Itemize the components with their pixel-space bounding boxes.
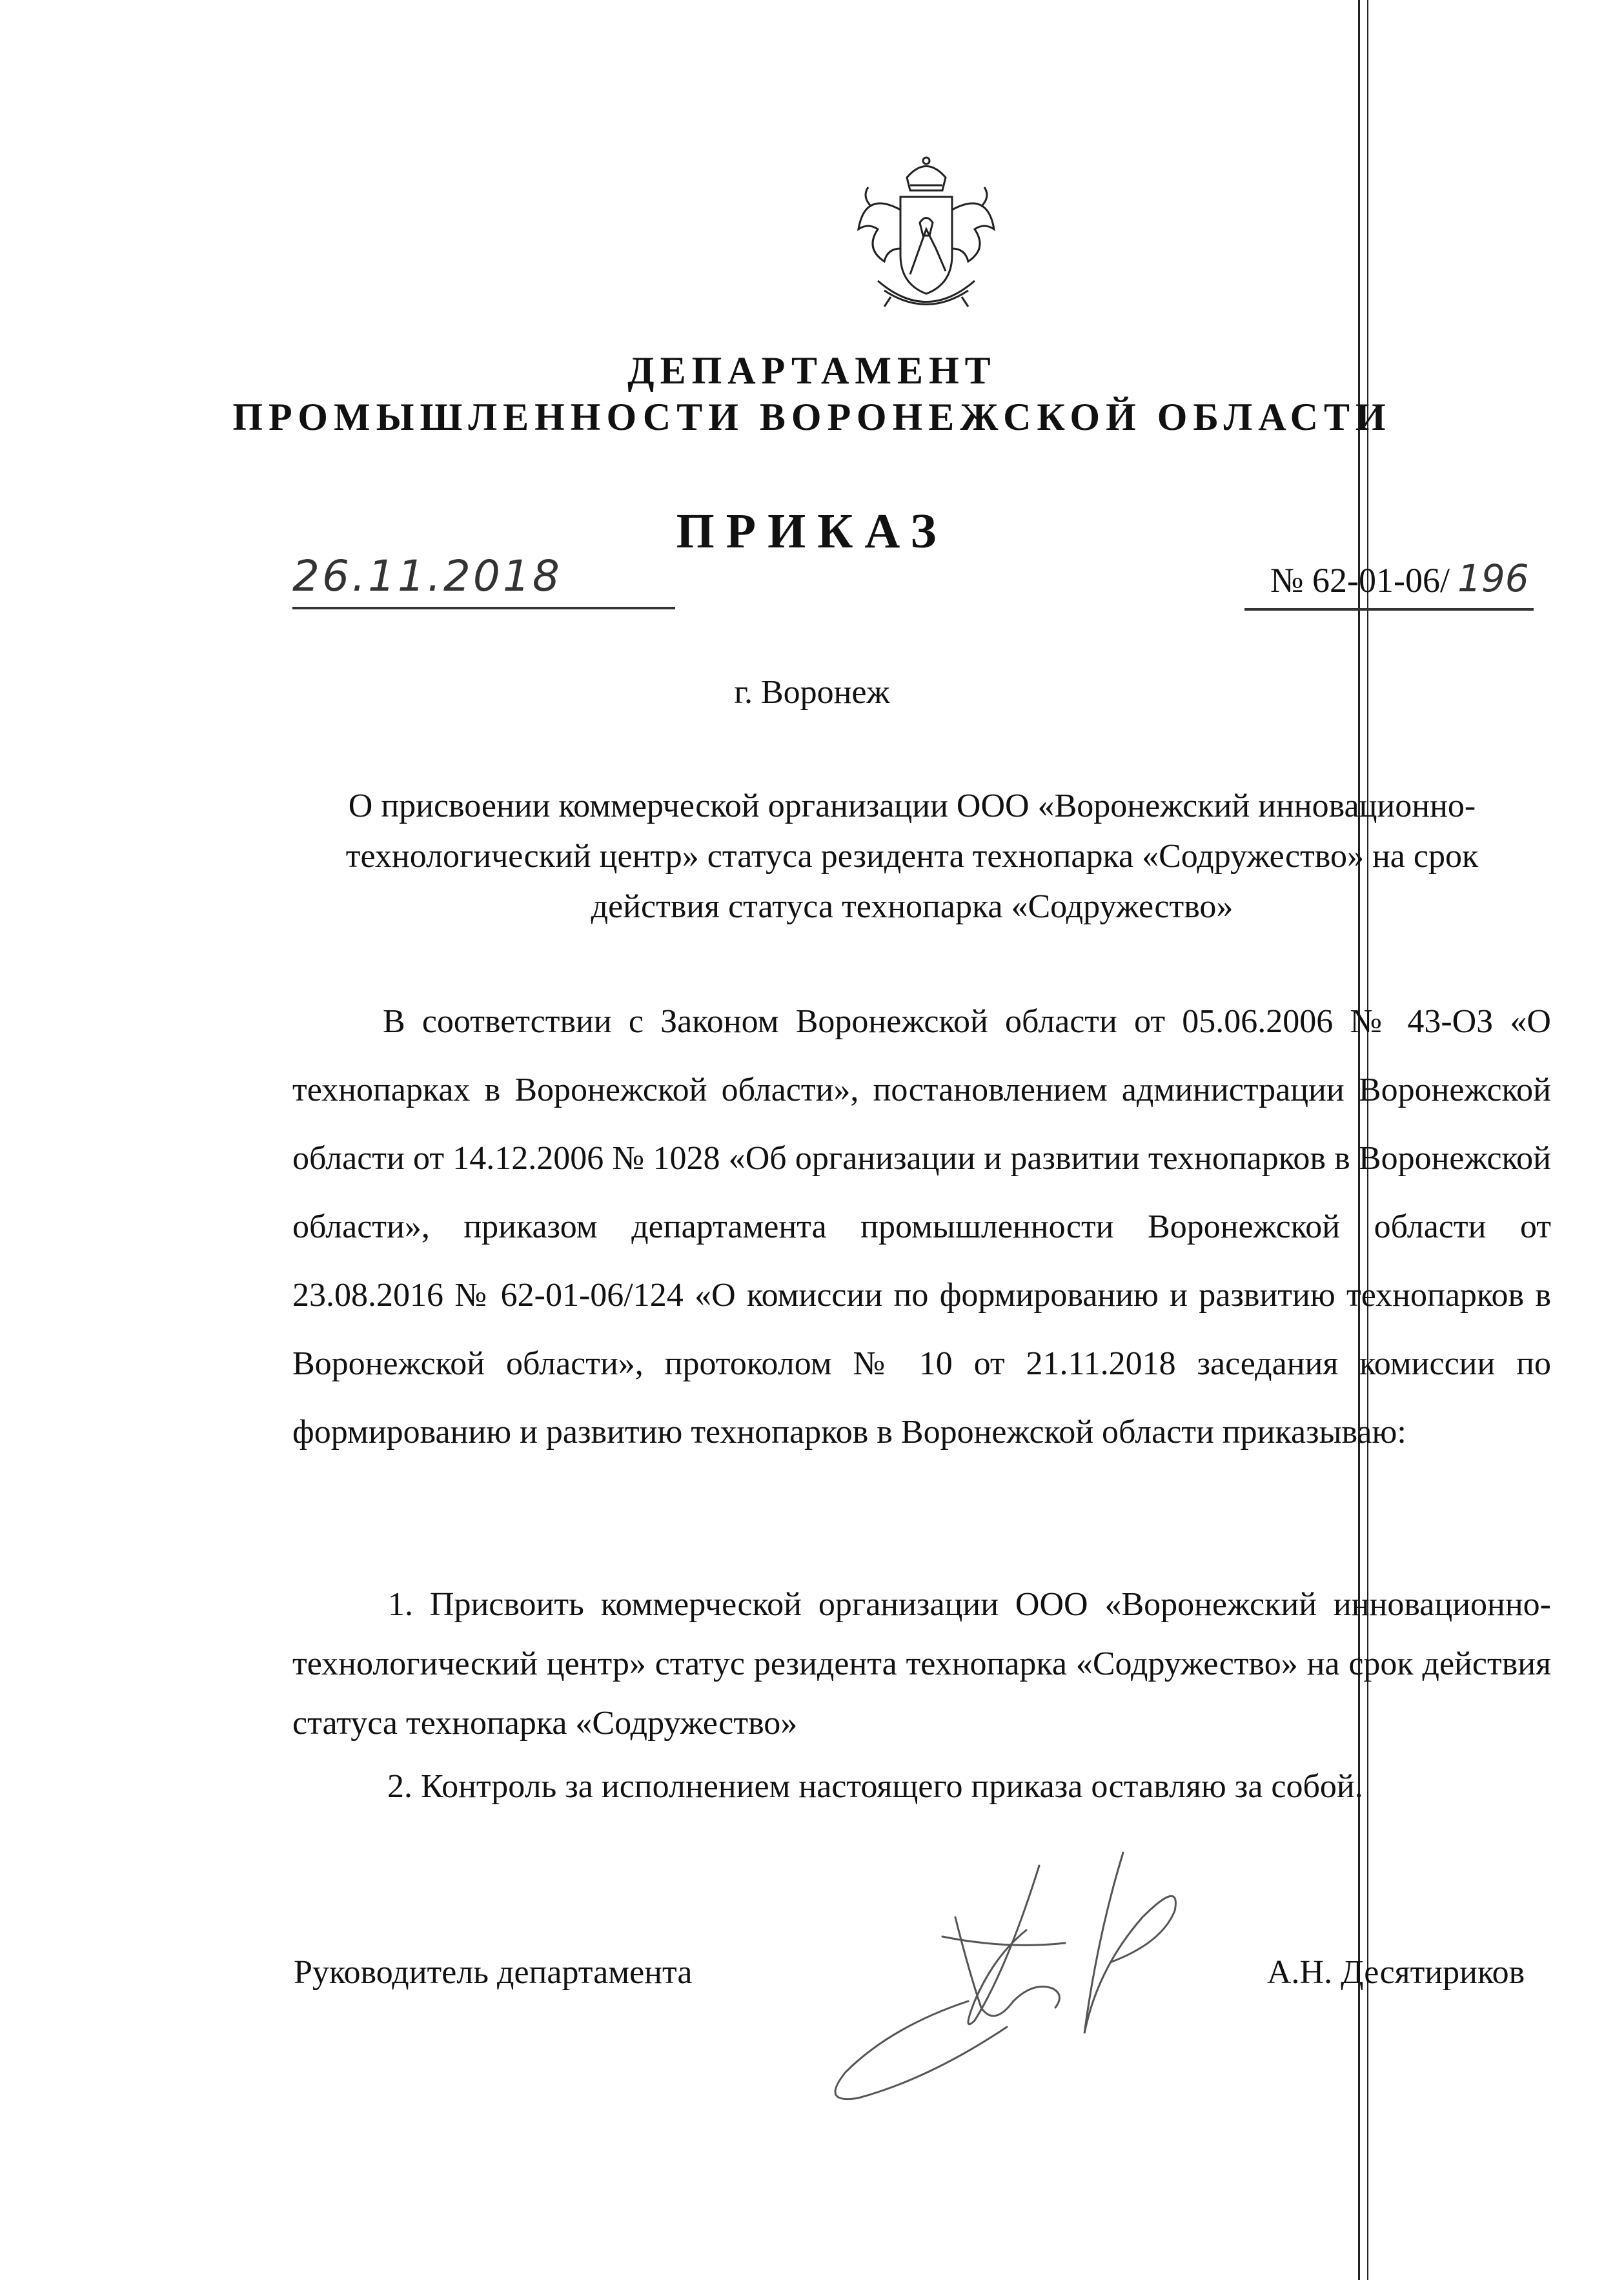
date-field	[292, 549, 675, 609]
org-name-line2: ПРОМЫШЛЕННОСТИ ВОРОНЕЖСКОЙ ОБЛАСТИ	[232, 396, 1392, 438]
document-title: ПРИКАЗ	[676, 504, 948, 558]
handwritten-number: 196	[1457, 556, 1529, 600]
city: г. Воронеж	[734, 674, 890, 711]
handwritten-signature-icon	[762, 1840, 1265, 2137]
document-number-field	[1244, 556, 1534, 611]
coat-of-arms-icon	[839, 152, 1013, 326]
document-number-prefix: № 62-01-06/	[1270, 561, 1450, 600]
order-item-1: 1. Присвоить коммерческой организации ООО «Воронежский инновационно-технологический центр» статус резидента технопарка «Содружество» на срок действия статуса технопарка «Содружество»	[292, 1586, 1551, 1742]
document-subject: О присвоении коммерческой организации ООО «Воронежский инновационно-технологический центр» статуса резидента технопарка «Содружество» на срок действия статуса технопарка «Содружество»	[345, 788, 1479, 925]
signatory-role: Руководитель департамента	[294, 1954, 693, 1991]
handwritten-date: 26.11.2018	[292, 551, 562, 601]
preamble-paragraph: В соответствии с Законом Воронежской области от 05.06.2006 № 43-ОЗ «О технопарках в Воронежской области», постановлением администрации Воронежской области от 14.12.2006 № 1028 «Об организации и развитии технопарков в Воронежской области», приказом департамента промышленности Воронежской области от 23.08.2016 № 62-01-06/124 «О комиссии по формированию и развитию технопарков в Воронежской области», протоколом № 10 от 21.11.2018 заседания комиссии по формированию и развитию технопарков в Воронежской области приказываю:	[292, 1003, 1551, 1450]
org-name-line1: ДЕПАРТАМЕНТ	[627, 349, 997, 392]
signatory-name: А.Н. Десятириков	[1267, 1954, 1525, 1991]
order-item-2: 2. Контроль за исполнением настоящего приказа оставляю за собой.	[387, 1768, 1363, 1805]
